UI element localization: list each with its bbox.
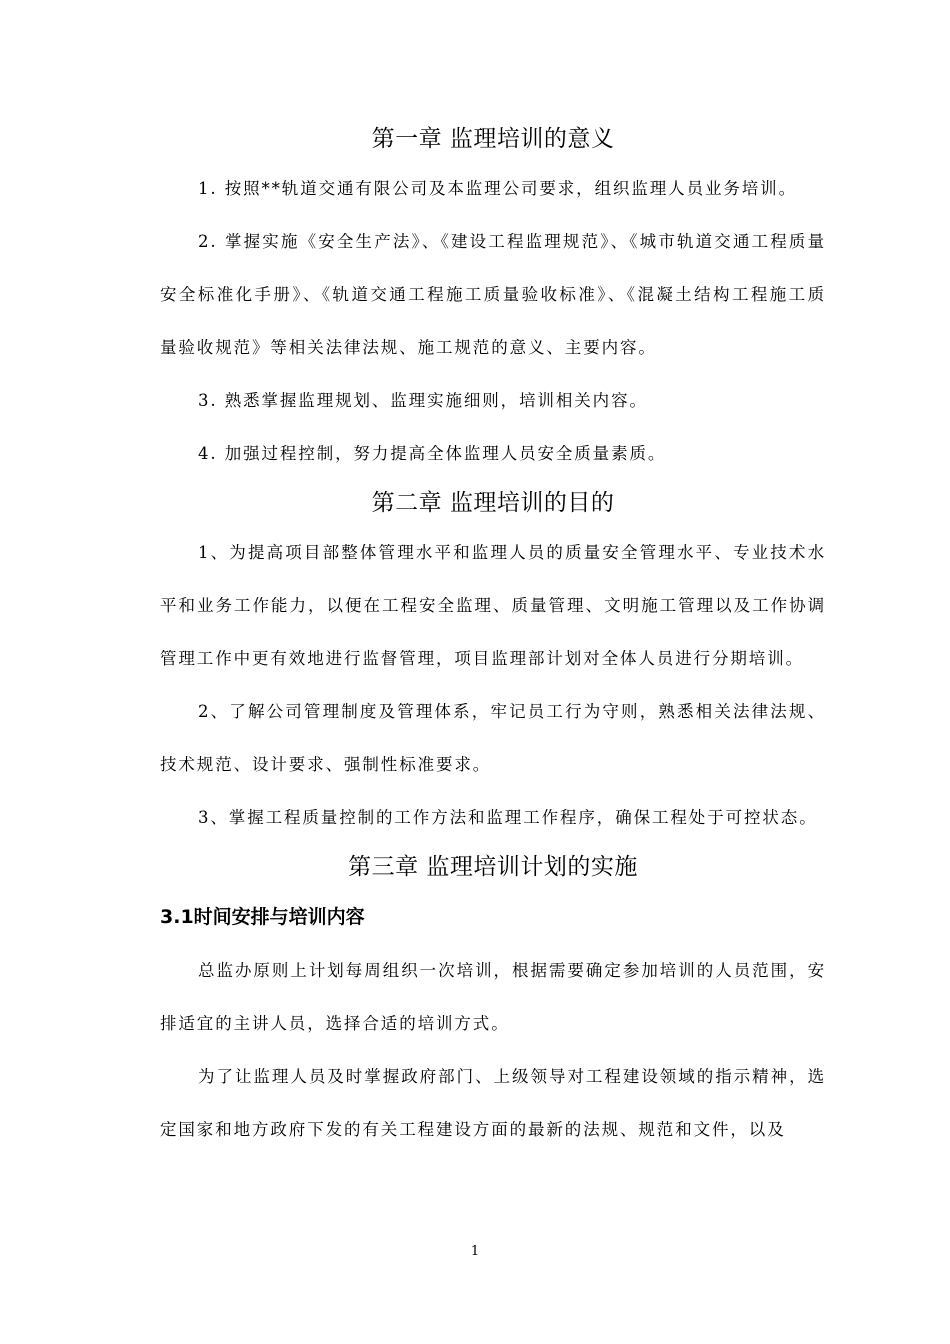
- chapter-1-paragraph: 4. 加强过程控制，努力提高全体监理人员安全质量素质。: [198, 444, 667, 463]
- section-3-1-title: 3.1时间安排与培训内容: [160, 906, 365, 928]
- chapter-1-paragraph: 3. 熟悉掌握监理规划、监理实施细则，培训相关内容。: [198, 391, 648, 410]
- chapter-2-paragraph: 1、为提高项目部整体管理水平和监理人员的质量安全管理水平、专业技术水平和业务工作能力，以便在工程安全监理、质量管理、文明施工管理以及工作协调管理工作中更有效地进行监督管理，项目监理部计划对全体人员进行分期培训。: [160, 543, 826, 668]
- chapter-2-paragraph: 2、了解公司管理制度及管理体系，牢记员工行为守则，熟悉相关法律法规、技术规范、设计要求、强制性标准要求。: [160, 702, 826, 774]
- page-number: 1: [470, 1244, 480, 1259]
- chapter-3-title: 第三章 监理培训计划的实施: [348, 854, 638, 880]
- page-content: [160, 116, 826, 1156]
- chapter-2-paragraph: 3、掌握工程质量控制的工作方法和监理工作程序，确保工程处于可控状态。: [198, 808, 818, 827]
- chapter-1-paragraph: 1. 按照**轨道交通有限公司及本监理公司要求，组织监理人员业务培训。: [198, 179, 797, 198]
- chapter-1-paragraph: 2. 掌握实施《安全生产法》、《建设工程监理规范》、《城市轨道交通工程质量安全标准化手册》、《轨道交通工程施工质量验收标准》、《混凝土结构工程施工质量验收规范》等相关法律法规、施工规范的意义、主要内容。: [160, 232, 826, 357]
- chapter-3-paragraph: 总监办原则上计划每周组织一次培训，根据需要确定参加培训的人员范围，安排适宜的主讲人员，选择合适的培训方式。: [160, 961, 826, 1033]
- chapter-2-title: 第二章 监理培训的目的: [371, 490, 615, 516]
- chapter-1-title: 第一章 监理培训的意义: [371, 126, 615, 152]
- chapter-3-paragraph: 为了让监理人员及时掌握政府部门、上级领导对工程建设领域的指示精神，选定国家和地方政府下发的有关工程建设方面的最新的法规、规范和文件，以及: [160, 1067, 826, 1139]
